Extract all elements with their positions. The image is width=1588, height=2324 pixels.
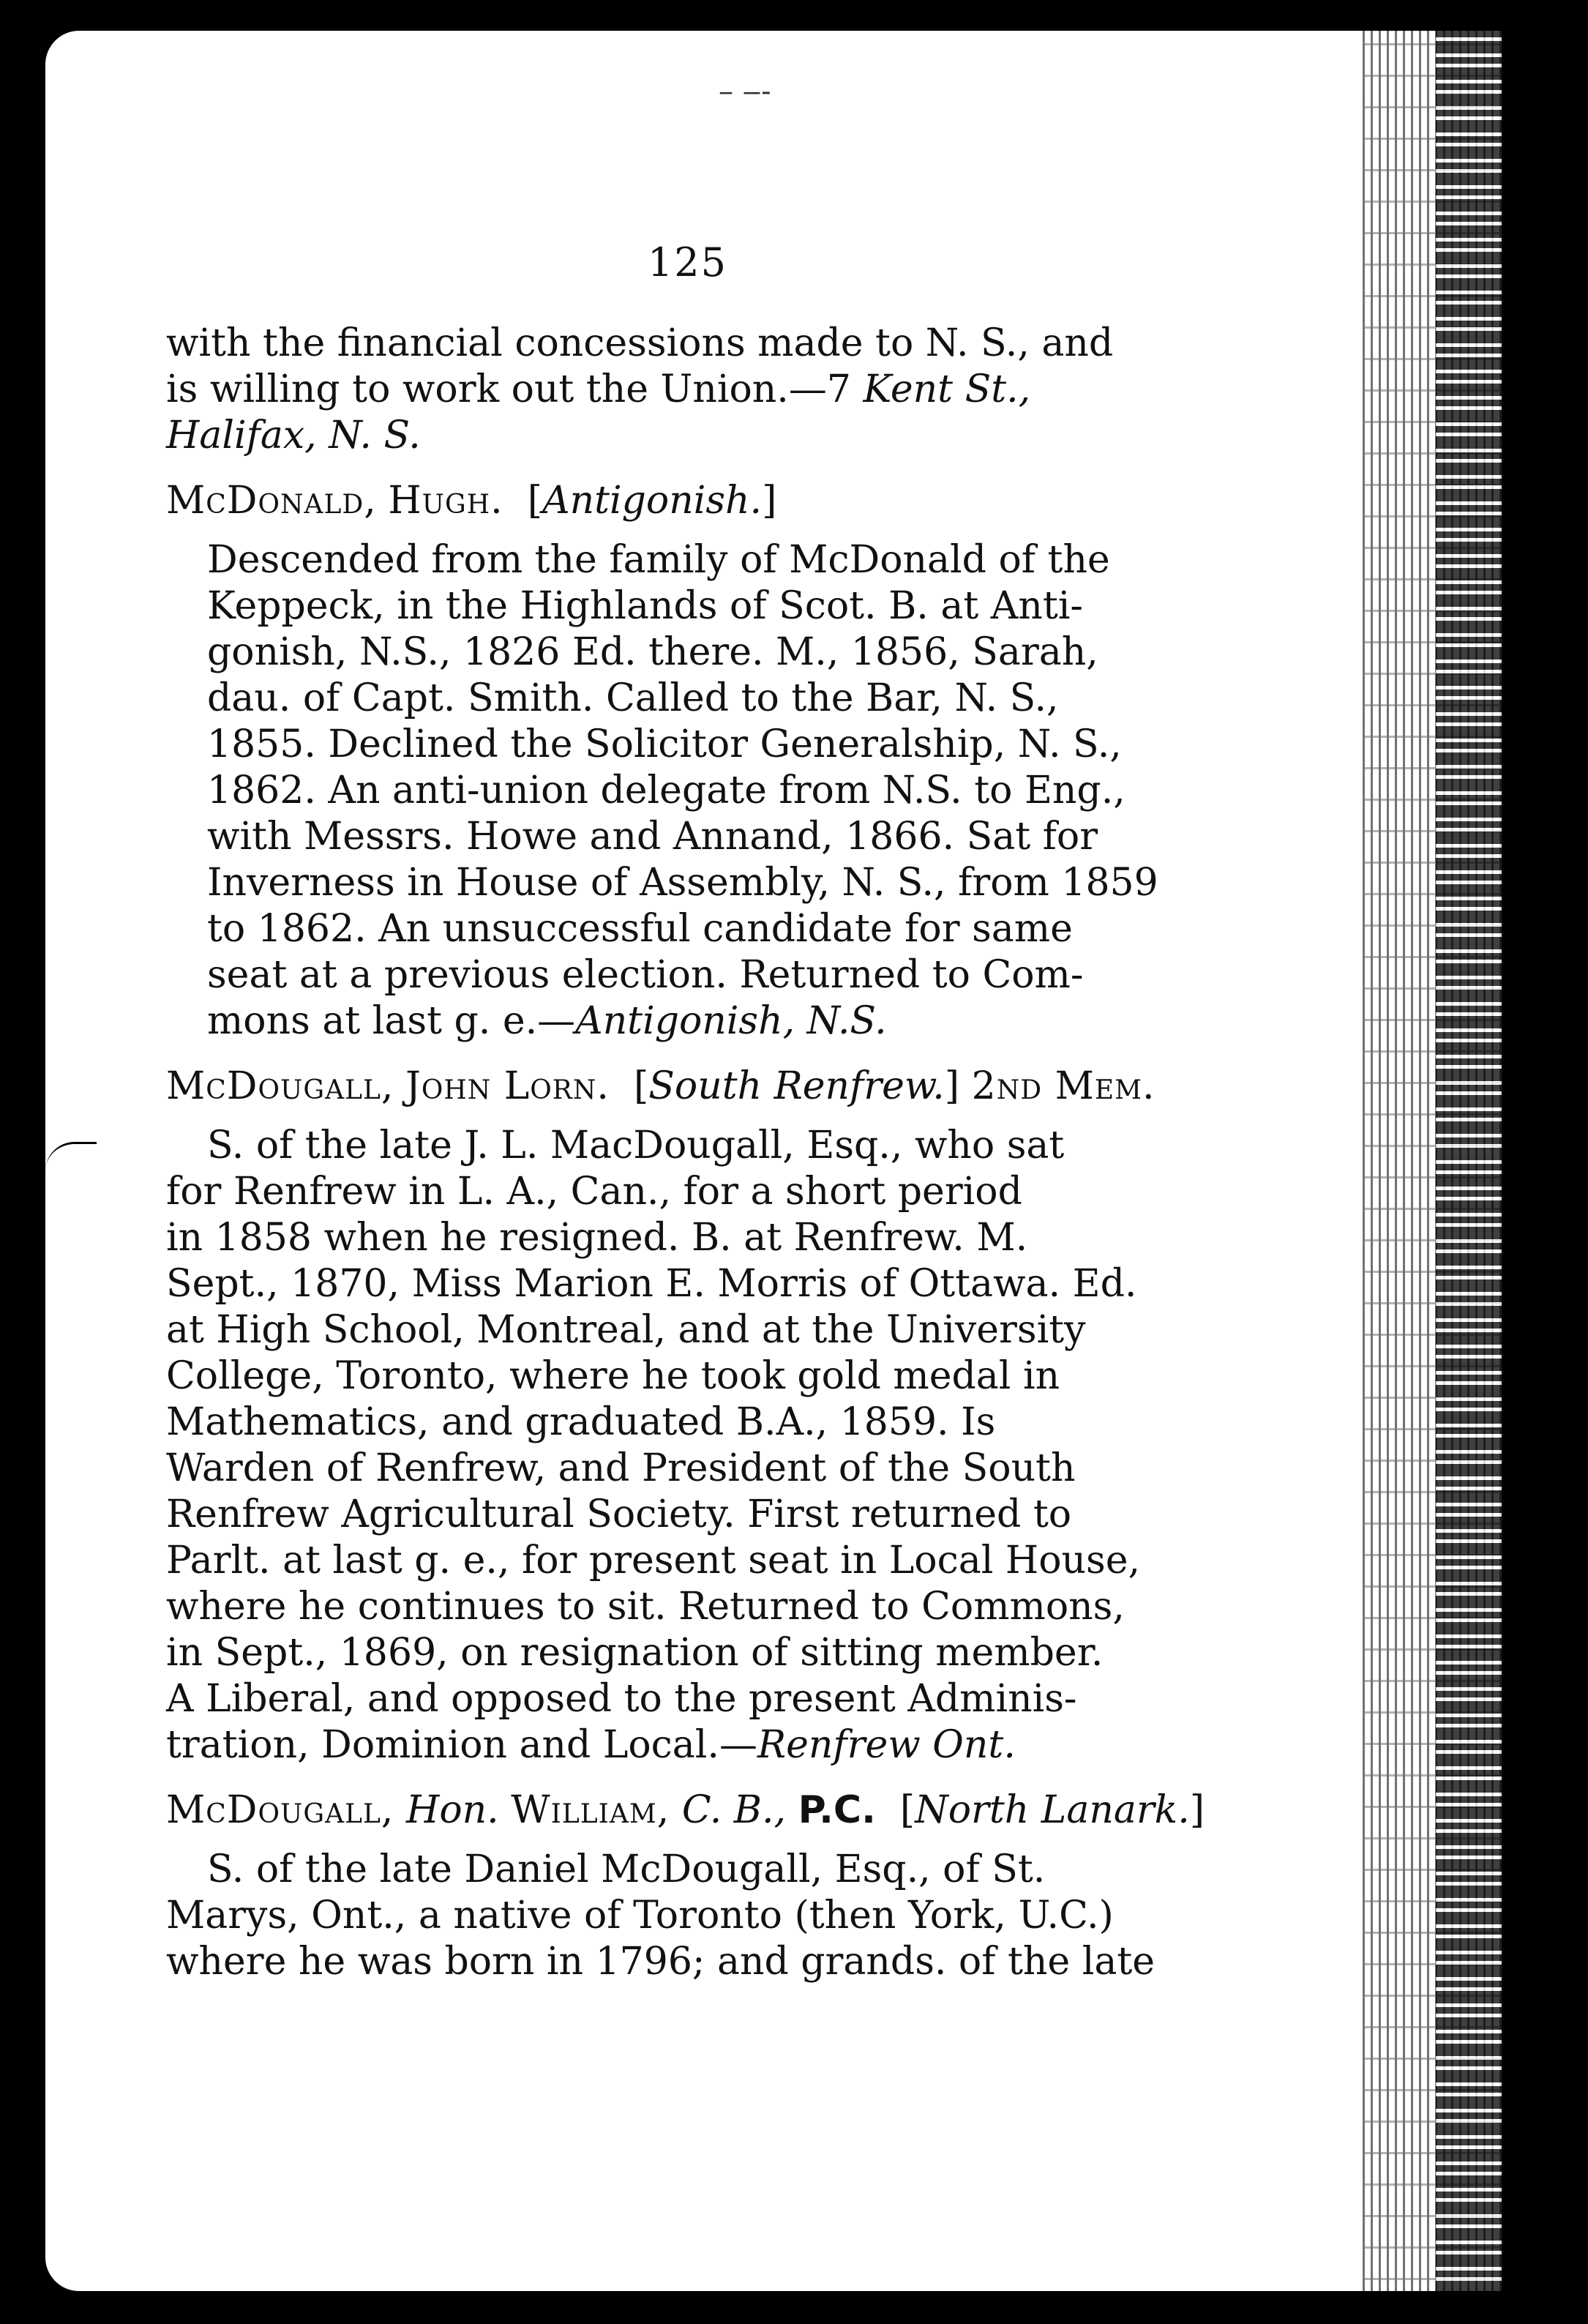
address-italic: Renfrew Ont.: [757, 1723, 1016, 1767]
entry-surname: McDonald: [166, 479, 364, 523]
text-line: in 1858 when he resigned. B. at Renfrew. M.: [166, 1216, 1028, 1260]
print-smudge: – ‒‑: [719, 75, 771, 108]
entry-mcdougall-john-lorn: [166, 1064, 1209, 1768]
page-number: 125: [647, 239, 728, 285]
text-line: Marys, Ont., a native of Toronto (then York, U.C.): [166, 1894, 1114, 1938]
entry-body: [166, 1123, 1209, 1768]
address-italic: Halifax, N. S.: [166, 414, 421, 457]
text-span: is willing to work out the Union.—7: [166, 367, 864, 411]
entry-honours: C. B.,: [681, 1788, 787, 1832]
text-line: [166, 998, 1209, 1045]
text-line: Warden of Renfrew, and President of the South: [166, 1446, 1076, 1490]
text-line: Inverness in House of Assembly, N. S., from 1859: [207, 861, 1158, 905]
entry-body: [166, 537, 1209, 1045]
text-line: 1862. An anti-union delegate from N.S. to Eng.,: [207, 769, 1126, 812]
text-line: where he was born in 1796; and grands. of the late: [166, 1940, 1156, 1984]
address-italic: Kent St.,: [863, 367, 1031, 411]
text-line: Sept., 1870, Miss Marion E. Morris of Ottawa. Ed.: [166, 1262, 1137, 1306]
text-line: S. of the late J. L. MacDougall, Esq., who sat: [207, 1124, 1065, 1167]
entry-heading: McDonald, Hugh. [Antigonish.]: [166, 479, 777, 523]
text-line: Descended from the family of McDonald of the: [207, 538, 1110, 582]
text-line: [166, 413, 1209, 459]
text-line: with the financial concessions made to N. S., and: [166, 321, 1114, 365]
text-line: gonish, N.S., 1826 Ed. there. M., 1856, Sarah,: [207, 630, 1098, 674]
entry-given-name: John Lorn.: [405, 1064, 610, 1108]
page-edge-shadow: [1436, 31, 1502, 2291]
text-line: seat at a previous election. Returned to Com-: [207, 953, 1084, 997]
entry-member-note: 2nd Mem.: [971, 1064, 1156, 1108]
text-line: in Sept., 1869, on resignation of sitting member.: [166, 1631, 1104, 1675]
entry-privy-council: P.C.: [798, 1788, 876, 1832]
text-line: with Messrs. Howe and Annand, 1866. Sat for: [207, 815, 1098, 859]
text-line: Keppeck, in the Highlands of Scot. B. at Anti-: [207, 584, 1083, 628]
entry-given-name: Hugh.: [388, 479, 503, 523]
margin-mark: [45, 1142, 97, 1173]
entry-constituency: North: [915, 1788, 1030, 1832]
text-line: A Liberal, and opposed to the present Adminis-: [166, 1677, 1077, 1721]
entry-mcdougall-william: [166, 1787, 1209, 1985]
text-span: mons at last g. e.—: [207, 999, 576, 1043]
entry-given-name: William,: [511, 1788, 670, 1832]
text-line: 1855. Declined the Solicitor Generalship, N. S.,: [207, 722, 1122, 766]
entry-constituency: Antigonish.: [542, 479, 763, 523]
entry-surname: McDougall: [166, 1064, 381, 1108]
text-line: Mathematics, and graduated B.A., 1859. Is: [166, 1400, 996, 1444]
text-line: dau. of Capt. Smith. Called to the Bar, N. S.,: [207, 676, 1059, 720]
text-line: where he continues to sit. Returned to Commons,: [166, 1585, 1125, 1629]
text-line: [166, 1722, 1209, 1768]
entry-constituency: Lanark.: [1041, 1788, 1190, 1832]
entry-constituency: South Renfrew.: [648, 1064, 945, 1108]
text-line: Parlt. at last g. e., for present seat in Local House,: [166, 1539, 1141, 1583]
entry-body: [166, 1847, 1209, 1985]
page-text: [166, 239, 1209, 1985]
address-italic: Antigonish, N.S.: [575, 999, 887, 1043]
continuation-paragraph: [166, 321, 1209, 459]
text-line: College, Toronto, where he took gold medal in: [166, 1354, 1060, 1398]
text-line: Renfrew Agricultural Society. First returned to: [166, 1492, 1072, 1536]
text-span: tration, Dominion and Local.—: [166, 1723, 757, 1767]
page-edge-dark: [1502, 31, 1553, 2291]
text-line: for Renfrew in L. A., Can., for a short period: [166, 1170, 1022, 1214]
entry-heading: McDougall, John Lorn. [South Renfrew.] 2nd Mem.: [166, 1064, 1156, 1108]
text-line: S. of the late Daniel McDougall, Esq., of St.: [207, 1847, 1046, 1891]
entry-title: Hon.: [405, 1788, 499, 1832]
book-page: [45, 31, 1553, 2291]
text-line: to 1862. An unsuccessful candidate for same: [207, 907, 1073, 951]
text-line: [166, 367, 1209, 413]
entry-surname: McDougall,: [166, 1788, 394, 1832]
entry-mcdonald-hugh: [166, 478, 1209, 1045]
entry-heading: McDougall, Hon. William, C. B., P.C. [North Lanark.]: [166, 1788, 1205, 1832]
text-line: at High School, Montreal, and at the University: [166, 1308, 1086, 1352]
